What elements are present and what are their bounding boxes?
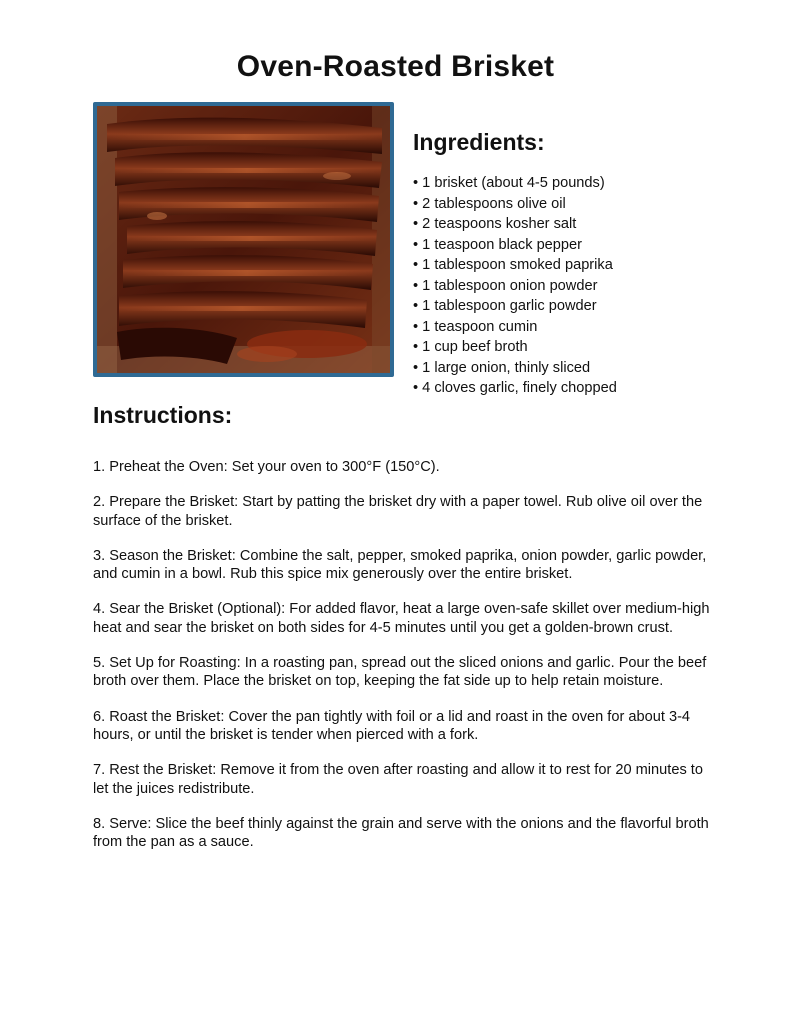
ingredient-item: • 2 teaspoons kosher salt [413,214,617,235]
ingredient-item: • 1 cup beef broth [413,337,617,358]
ingredient-item: • 1 brisket (about 4-5 pounds) [413,173,617,194]
instruction-step: 7. Rest the Brisket: Remove it from the oven after roasting and allow it to rest for 20 minutes to let the juices redistribute. [93,762,703,797]
instruction-step: 6. Roast the Brisket: Cover the pan tightly with foil or a lid and roast in the oven for about 3-4 hours, or until the brisket is tender when pierced with a fork. [93,708,691,743]
instruction-step: 3. Season the Brisket: Combine the salt, pepper, smoked paprika, onion powder, garlic powder, and cumin in a bowl. Rub this spice mix generously over the entire brisket. [93,547,707,583]
ingredient-item: • 1 large onion, thinly sliced [413,358,617,379]
ingredients-heading: Ingredients: [413,129,545,155]
ingredient-item: • 4 cloves garlic, finely chopped [413,378,617,399]
ingredient-item: • 1 tablespoon garlic powder [413,296,617,317]
ingredient-item: • 1 tablespoon smoked paprika [413,255,617,276]
ingredient-item: • 1 teaspoon cumin [413,317,617,338]
ingredients-list [413,173,617,399]
page-title: Oven-Roasted Brisket [236,50,555,83]
brisket-image [97,106,390,373]
instruction-step: 5. Set Up for Roasting: In a roasting pan, spread out the sliced onions and garlic. Pour the beef broth over them. Place the brisket on top, keeping the fat side up to help retain moisture. [93,655,707,690]
ingredient-item: • 1 tablespoon onion powder [413,276,617,297]
ingredient-item: • 1 teaspoon black pepper [413,235,617,256]
instruction-step: 4. Sear the Brisket (Optional): For added flavor, heat a large oven-safe skillet over medium-high heat and sear the brisket on both sides for 4-5 minutes until you get a golden-brown crust. [93,601,710,636]
instruction-step: 2. Prepare the Brisket: Start by patting the brisket dry with a paper towel. Rub olive oil over the surface of the brisket. [93,494,703,529]
ingredient-item: • 2 tablespoons olive oil [413,194,617,215]
instruction-step: 8. Serve: Slice the beef thinly against the grain and serve with the onions and the flavorful broth from the pan as a sauce. [93,815,709,851]
instructions-list [93,458,713,868]
instructions-heading: Instructions: [93,402,233,428]
instruction-step: 1. Preheat the Oven: Set your oven to 300°F (150°C). [93,459,440,475]
brisket-photo [93,102,394,377]
